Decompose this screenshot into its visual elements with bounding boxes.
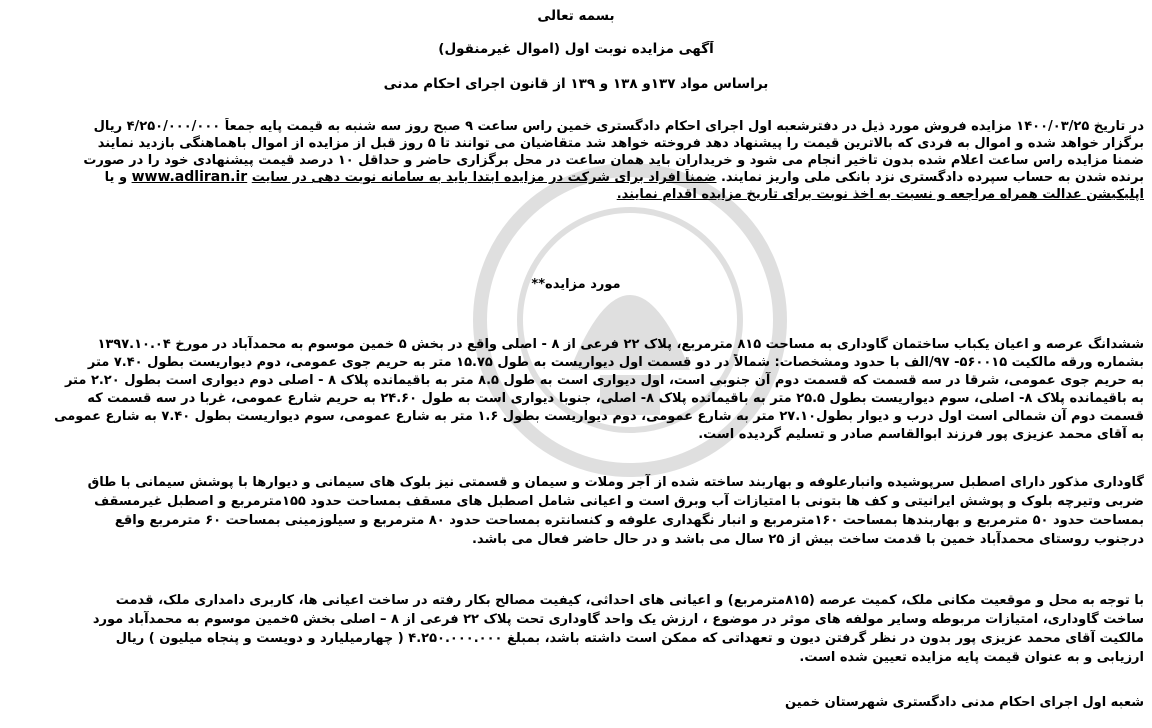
notice-subtitle: براساس مواد ۱۳۷و ۱۳۸ و ۱۳۹ از قانون اجرای احکام مدنی xyxy=(383,76,769,92)
description-line: بمساحت حدود ۵۰ مترمربع و بهاربندها بمساحت ۱۶۰مترمربع و انبار نگهداری علوفه و کنسانتره بمساحت حدود ۸۰ مترمربع و سیلوزمینی بمساحت ۶۰ مترمربع واقع xyxy=(114,513,1144,528)
intro-line xyxy=(8,169,1144,186)
intro-line: اپلیکیشن عدالت همراه مراجعه و نسبت به اخذ نوبت برای تاریخ مزایده اقدام نمایند. xyxy=(616,187,1144,202)
basmala: بسمه تعالی xyxy=(537,8,615,24)
property-line: به آقای محمد عزیزی پور فرزند ابوالقاسم صادر و تسلیم گردیده است. xyxy=(698,427,1144,442)
intro-line: در تاریخ ۱۴۰۰/۰۳/۲۵ مزایده فروش مورد ذیل در دفترشعبه اول اجرای احکام دادگستری خمین راس ساعت ۹ صبح روز سه شنبه به قیمت پایه جمعاً ۴/۲۵۰/۰۰۰/۰۰۰ ریال xyxy=(93,119,1144,134)
property-line: به باقیمانده پلاک ۸- اصلی، سوم دیواریست بطول ۲۵.۵ متر به باقیمانده پلاک ۸- اصلی، جنوبا دیواری است به طول ۲۴.۶۰ به حریم شارع عمومی، غربا در سه قسمت که xyxy=(87,391,1144,406)
intro-line: ضمنا مزایده راس ساعت اعلام شده بدون تاخیر انجام می شود و خریداران باید همان ساعت در محل برگزاری حاضر و حداقل ۱۰ درصد قیمت پیشنهادی خود را در صورت xyxy=(83,153,1144,168)
property-line: قسمت دوم آن شمالی است اول درب و دیوار بطول۲۷.۱۰ متر به شارع عمومی، دوم دیواریست بطول ۱.۶ متر به شارع عمومی، سوم دیواریست بطول ۷.۴۰ به شارع عمومی xyxy=(54,409,1144,424)
valuation-line: با توجه به محل و موقعیت مکانی ملک، کمیت عرصه (۸۱۵مترمربع) و اعیانی های احداثی، کیفیت مصالح بکار رفته در ساخت اعیانی ها، کاربری دامداری ملک، قدمت xyxy=(115,593,1144,608)
description-line: ضربی وتیرچه بلوک و پوشش ایرانیتی و کف ها بتونی با امتیازات آب وبرق است و اعیانی شامل اصطبل های مسقف بمساحت حدود ۱۵۵مترمربع و اصطبل غیرمسقف xyxy=(94,494,1144,509)
valuation-line: مالکیت آقای محمد عزیزی پور بدون در نظر گرفتن دیون و تعهداتی که ممکن است داشته باشد، بمبلغ ۴.۲۵۰.۰۰۰.۰۰۰ ( چهارمیلیارد و دویست و پنجاه میلیون ) ریال xyxy=(115,631,1144,646)
description-line: درجنوب روستای محمدآباد خمین با قدمت ساخت بیش از ۲۵ سال می باشد و در حال حاضر فعال می باشد. xyxy=(472,532,1144,547)
property-line: بشماره ورقه مالکیت ۵۶۰۰۱۵- ۹۷/الف با حدود ومشخصات: شمالاً در دو قسمت اول دیواریست به طول ۱۵.۷۵ متر به حریم جوی عمومی، دوم دیواریست بطول ۷.۴۰ متر xyxy=(87,355,1144,370)
intro-underlined-text: ضمناً افراد برای شرکت در مزایده ابتدا باید به سامانه نوبت دهی در سایت xyxy=(251,170,717,185)
intro-line: برگزار خواهد شده و اموال به فردی که بالاترین قیمت را پیشنهاد دهد فروخته خواهد شد متقاضیان می توانند تا ۵ روز قبل از مزایده از اموال باهماهنگی بازدید نمایند xyxy=(97,136,1144,151)
valuation-line: ساخت گاوداری، امتیازات مربوطه وسایر مولفه های موثر در موضوع ، ارزش یک واحد گاوداری تحت پلاک ۲۲ فرعی از ۸ – اصلی بخش ۵خمین موسوم به محمدآباد مورد xyxy=(92,612,1144,627)
intro-text: برنده شدن به حساب سپرده دادگستری نزد بانکی ملی واریز نمایند. xyxy=(720,170,1144,185)
notice-title: آگهی مزایده نوبت اول (اموال غیرمنقول) xyxy=(438,41,714,57)
valuation-line: ارزیابی و به عنوان قیمت پایه مزایده تعیین شده است. xyxy=(799,650,1144,665)
adliran-link[interactable]: www.adliran.ir xyxy=(131,169,248,185)
issuing-office: شعبه اول اجرای احکام مدنی دادگستری شهرستان خمین xyxy=(785,695,1144,710)
property-line: ششدانگ عرصه و اعیان یکباب ساختمان گاوداری به مساحت ۸۱۵ مترمربع، پلاک ۲۲ فرعی از ۸ - اصلی واقع در بخش ۵ خمین موسوم به محمدآباد در مورخ ۱۳۹۷.۱۰.۰۴ xyxy=(97,337,1144,352)
section-title: مورد مزایده** xyxy=(531,277,621,292)
property-line: به حریم جوی عمومی، شرقا در سه قسمت که قسمت دوم آن جنوبی است، اول دیواری است به طول ۸.۵ متر به باقیمانده پلاک ۸ - اصلی دوم دیواری است بطول ۲.۲۰ متر xyxy=(64,373,1144,388)
intro-text: و یا xyxy=(104,170,132,185)
description-line: گاوداری مذکور دارای اصطبل سرپوشیده وانبارعلوفه و بهاربند ساخته شده از آجر وملات و سیمان و قسمتی نیز بلوک های سیمانی و دیوارها با پوشش سیمانی با طاق xyxy=(87,475,1144,490)
